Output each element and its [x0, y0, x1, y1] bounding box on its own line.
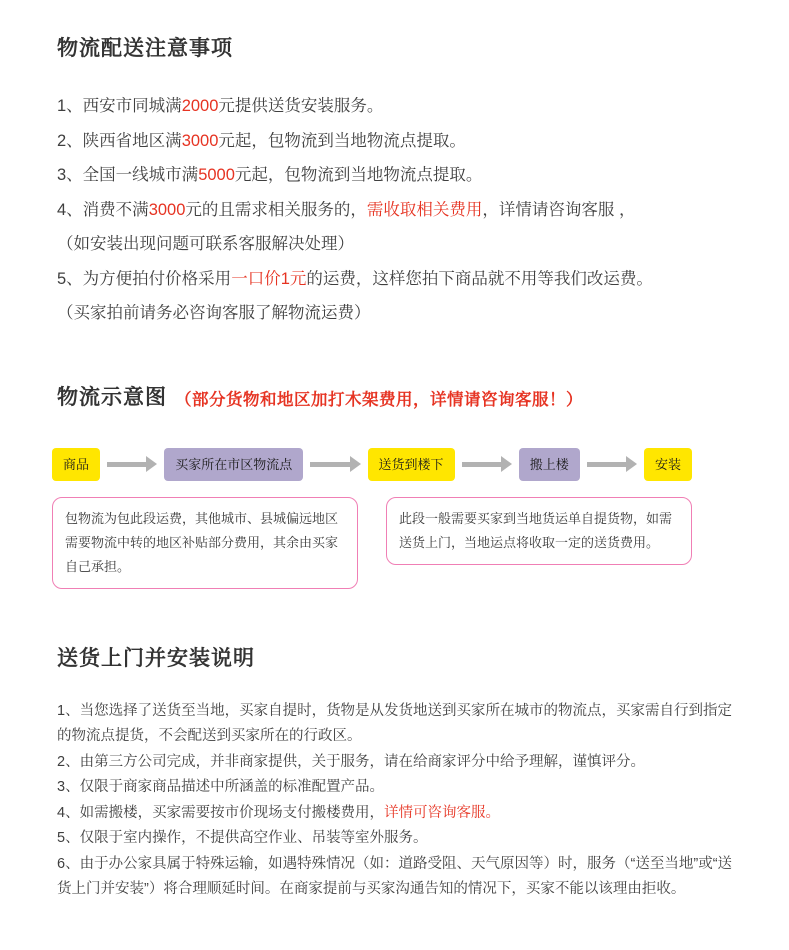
flow-step: 送货到楼下	[368, 448, 455, 481]
text-segment: （买家拍前请务必咨询客服了解物流运费）	[57, 304, 371, 322]
highlight-text: 一口价1元	[231, 269, 307, 288]
text-segment: 1、西安市同城满	[57, 97, 182, 115]
list-item	[57, 158, 745, 193]
list-item	[57, 89, 745, 124]
flow-arrow-icon	[107, 456, 157, 472]
list-item	[57, 801, 745, 827]
section2-header	[57, 385, 745, 411]
text-segment: 4、消费不满	[57, 200, 149, 219]
flow-step: 安装	[644, 448, 692, 481]
note-box-right: 此段一般需要买家到当地货运单自提货物，如需送货上门，当地运点将收取一定的送货费用。	[386, 497, 692, 565]
highlight-text: 3000	[148, 200, 186, 219]
text-segment: 6、由于办公家具属于特殊运输，如遇特殊情况（如：道路受阻、天气原因等）时，服务（“送至当地”或“送货上门并安装”）将合理顺延时间。在商家提前与买家沟通告知的情况下，买家不能以该理由拒收。	[57, 855, 733, 897]
list-item	[57, 826, 745, 852]
list-item	[57, 193, 745, 228]
highlight-text: 详情可咨询客服。	[384, 804, 501, 821]
text-segment: 1、当您选择了送货至当地，买家自提时，货物是从发货地送到买家所在城市的物流点，买家需自行到指定的物流点提货，不会配送到买家所在的行政区。	[57, 702, 733, 744]
flow-notes	[52, 497, 692, 589]
text-segment: 5、仅限于室内操作，不提供高空作业、吊装等室外服务。	[57, 830, 428, 846]
flow-arrow-icon	[462, 456, 512, 472]
text-segment: 5、为方便拍付价格采用	[57, 269, 232, 288]
text-segment: ，详情请咨询客服 ，	[482, 200, 636, 219]
text-segment: 2、陕西省地区满	[57, 131, 182, 150]
text-segment: 4、如需搬楼，买家需要按市价现场支付搬楼费用，	[57, 804, 385, 821]
list-item	[57, 852, 745, 903]
note-box-left: 包物流为包此段运费，其他城市、县城偏远地区需要物流中转的地区补贴部分费用，其余由买家自己承担。	[52, 497, 358, 589]
text-segment: （如安装出现问题可联系客服解决处理）	[57, 235, 354, 253]
list-item	[57, 775, 745, 801]
list-item	[57, 296, 745, 331]
text-segment: 元起，包物流到当地物流点提取。	[218, 131, 466, 150]
flow-diagram	[52, 448, 692, 481]
list-item	[57, 750, 745, 776]
text-segment: 的运费，这样您拍下商品就不用等我们改运费。	[306, 269, 653, 288]
section3-list	[57, 699, 745, 903]
flow-step: 搬上楼	[519, 448, 580, 481]
text-segment: 元提供送货安装服务。	[218, 97, 384, 115]
flow-step: 买家所在市区物流点	[164, 448, 303, 481]
section3-title: 送货上门并安装说明	[57, 646, 255, 670]
list-item	[57, 124, 745, 159]
section2-title: 物流示意图	[57, 385, 167, 409]
list-item	[57, 227, 745, 262]
flow-arrow-icon	[587, 456, 637, 472]
list-item	[57, 262, 745, 297]
text-segment: 元起，包物流到当地物流点提取。	[234, 166, 483, 184]
flow-arrow-icon	[310, 456, 360, 472]
text-segment: 元的且需求相关服务的，	[185, 200, 367, 219]
flow-step: 商品	[52, 448, 100, 481]
section2-subtitle: （部分货物和地区加打木架费用，详情请咨询客服！）	[175, 390, 583, 409]
highlight-text: 3000	[181, 131, 219, 150]
list-item	[57, 699, 745, 750]
section1-title: 物流配送注意事项	[57, 37, 233, 60]
section1-list	[57, 89, 745, 331]
text-segment: 3、仅限于商家商品描述中所涵盖的标准配置产品。	[57, 779, 385, 795]
highlight-text: 2000	[181, 97, 219, 115]
text-segment: 2、由第三方公司完成，并非商家提供，关于服务，请在给商家评分中给予理解，谨慎评分。	[57, 753, 646, 770]
highlight-text: 需收取相关费用	[366, 200, 483, 219]
highlight-text: 5000	[198, 166, 235, 184]
text-segment: 3、全国一线城市满	[57, 166, 199, 184]
